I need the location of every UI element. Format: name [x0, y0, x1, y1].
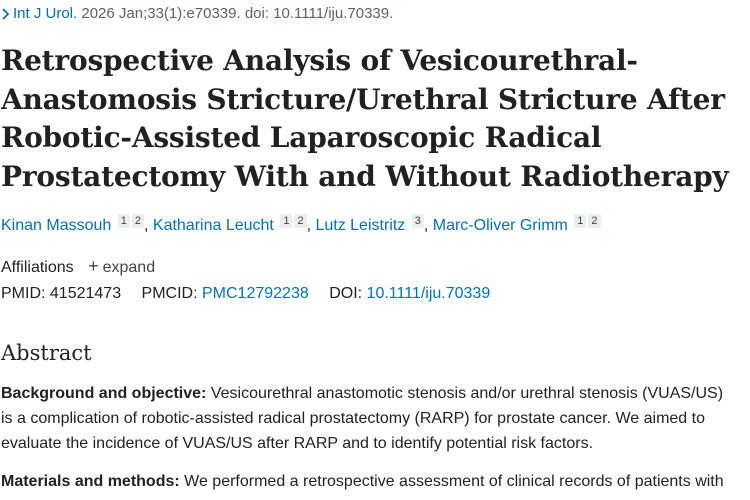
- abstract-line: evaluate the incidence of VUAS/US after RARP and to identify potential risk factors.: [1, 435, 594, 452]
- author-link[interactable]: Lutz Leistritz: [315, 217, 406, 234]
- author-link[interactable]: Katharina Leucht: [152, 217, 274, 234]
- title-line: Retrospective Analysis of Vesicourethral-: [1, 44, 638, 77]
- citation: [1, 4, 393, 24]
- affiliations-toggle[interactable]: [1, 254, 155, 280]
- affiliation-badge[interactable]: 2: [294, 214, 306, 228]
- abstract-heading: Abstract: [1, 341, 92, 365]
- article-page: [1, 0, 750, 500]
- background-text: Vesicourethral anastomotic stenosis and/or urethral stenosis (VUAS/US): [206, 385, 724, 402]
- title-line: Prostatectomy With and Without Radiotherapy: [1, 159, 729, 193]
- pmcid-link[interactable]: PMC12792238: [202, 285, 309, 302]
- affiliation-badge[interactable]: 3: [412, 214, 424, 228]
- author-separator: ,: [144, 217, 153, 234]
- plus-icon: +: [88, 256, 99, 276]
- pmcid-label: PMCID:: [141, 285, 198, 302]
- affiliation-badge[interactable]: 2: [588, 214, 600, 228]
- doi-label: DOI:: [329, 285, 363, 302]
- author-link[interactable]: Marc-Oliver Grimm: [432, 217, 568, 234]
- expand-label: expand: [102, 259, 156, 276]
- abstract-background: [1, 381, 749, 456]
- article-title: [1, 42, 729, 196]
- author-link[interactable]: Kinan Massouh: [1, 217, 112, 234]
- pmid-value: 41521473: [49, 285, 122, 302]
- title-line: Robotic-Assisted Laparoscopic Radical: [1, 121, 602, 154]
- abstract-line: [1, 469, 749, 494]
- citation-details: 2026 Jan;33(1):e70339. doi: 10.1111/iju.70339.: [81, 5, 394, 22]
- abstract-line: [1, 381, 749, 406]
- author-separator: ,: [423, 217, 433, 234]
- author-separator: ,: [306, 217, 316, 234]
- affiliations-label: Affiliations: [1, 259, 74, 276]
- affiliation-badge[interactable]: 1: [280, 214, 292, 228]
- affiliation-badge[interactable]: 2: [132, 214, 144, 228]
- author-list: [1, 214, 601, 238]
- background-label: Background and objective:: [1, 385, 207, 402]
- chevron-right-icon[interactable]: [1, 8, 13, 20]
- affiliation-badge[interactable]: 1: [118, 214, 130, 228]
- title-line: Anastomosis Stricture/Urethral Stricture After: [1, 82, 725, 116]
- identifiers: [1, 282, 490, 306]
- affiliation-badge[interactable]: 1: [574, 214, 586, 228]
- journal-link[interactable]: Int J Urol.: [13, 5, 78, 22]
- methods-text: We performed a retrospective assessment of clinical records of patients with: [179, 473, 724, 490]
- abstract-methods: [1, 469, 749, 494]
- pmid-label: PMID:: [1, 285, 46, 302]
- methods-label: Materials and methods:: [1, 473, 180, 490]
- abstract-line: is a complication of robotic-assisted radical prostatectomy (RARP) for prostate cancer. We aimed to: [1, 410, 705, 427]
- doi-link[interactable]: 10.1111/iju.70339: [366, 285, 491, 302]
